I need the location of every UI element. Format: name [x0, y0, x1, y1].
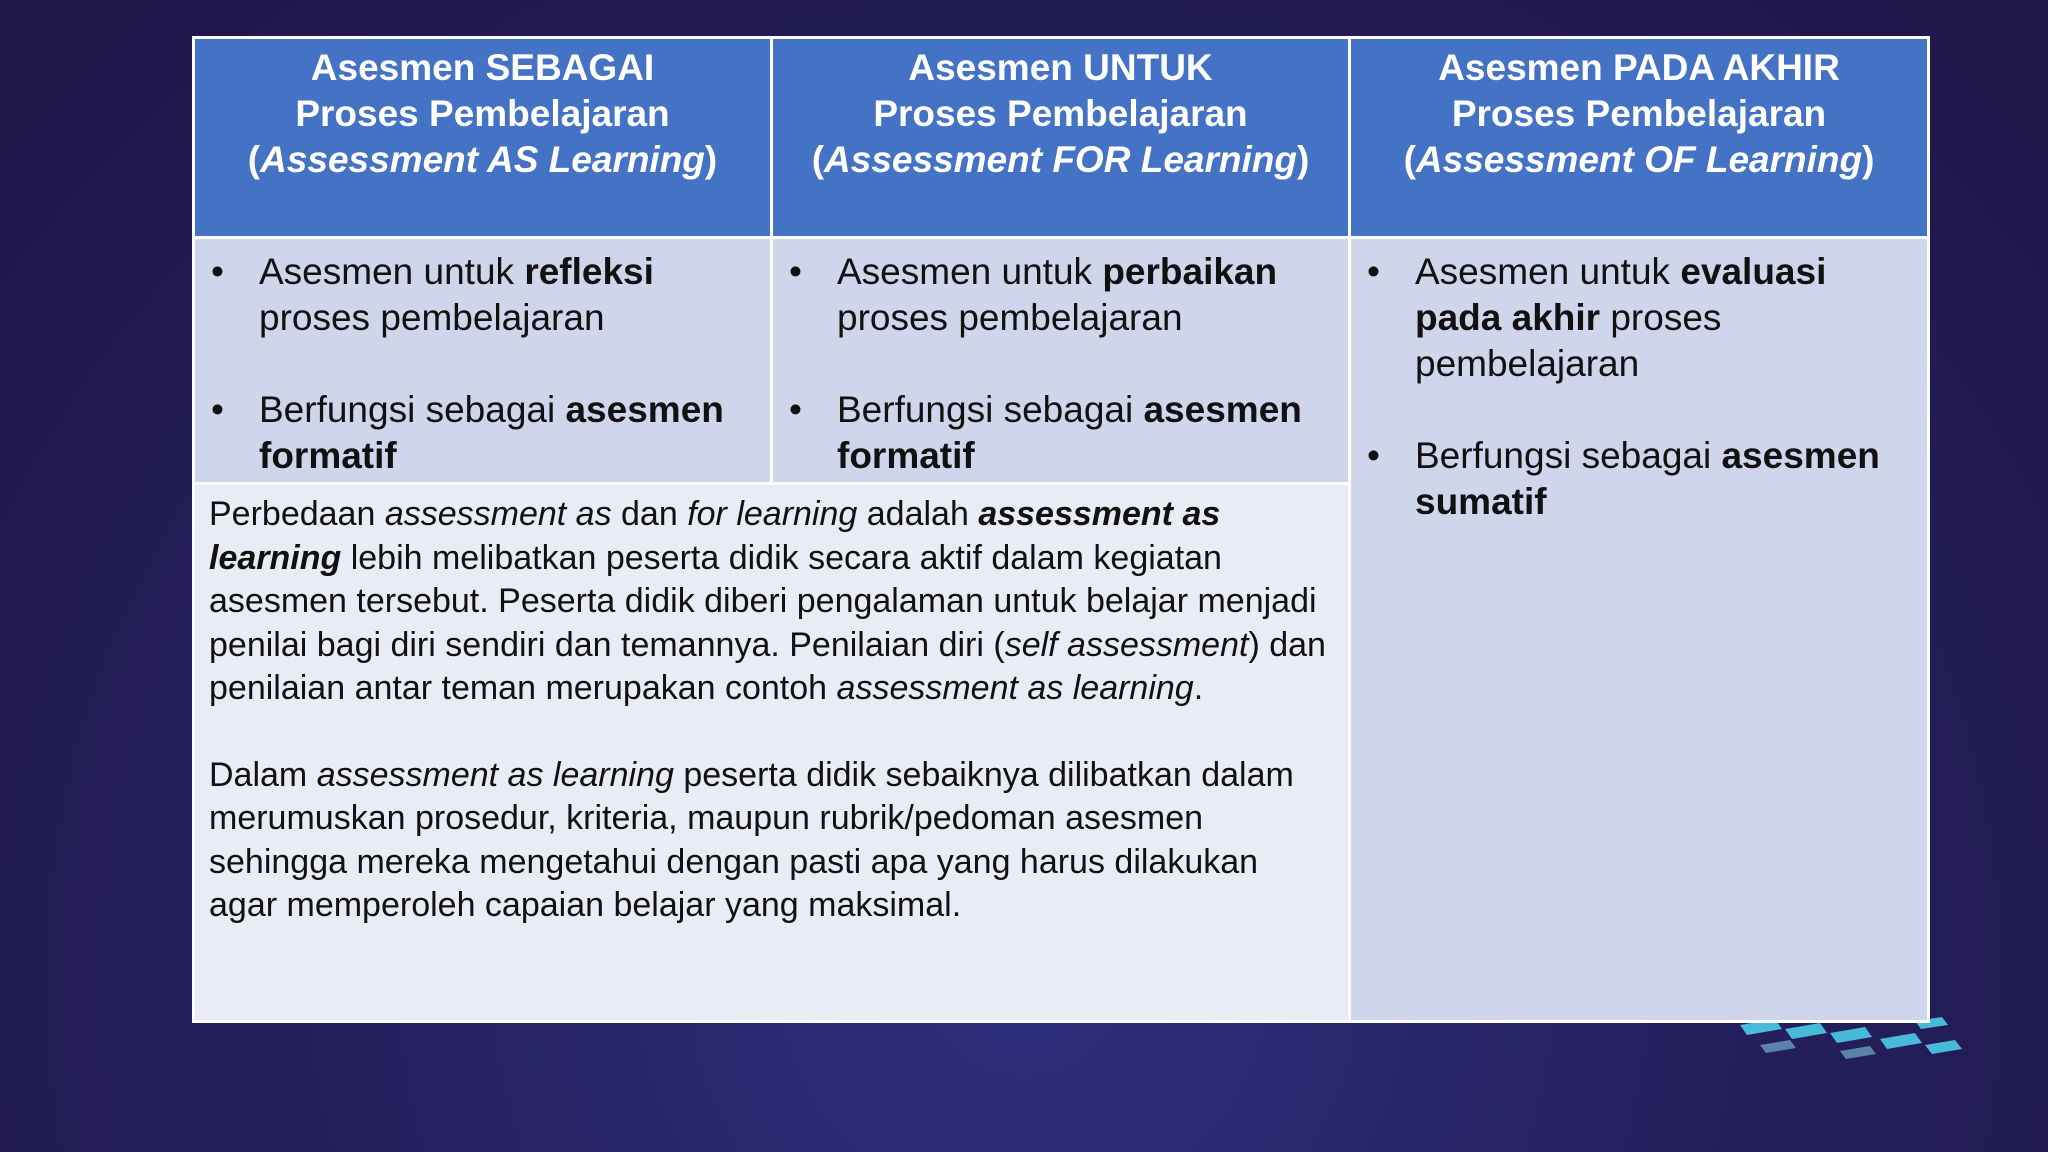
assessment-comparison-table [192, 36, 1930, 1023]
as-learning-bullets-cell [194, 238, 772, 484]
explanation-paragraph-2 [209, 754, 1334, 928]
paragraph-text: ) dan penilaian antar teman merupakan contoh [209, 625, 1326, 707]
open-paren: ( [811, 139, 825, 180]
header-english-term: Assessment OF Learning [1415, 139, 1863, 180]
header-english-term: Assessment AS Learning [260, 139, 705, 180]
close-paren: ) [1296, 139, 1310, 180]
header-line-1: Asesmen SEBAGAI [310, 47, 655, 88]
bullet-row [194, 238, 1929, 484]
list-item [789, 387, 1332, 479]
bullet-keyword: perbaikan [1102, 251, 1278, 292]
bullet-text: Asesmen untuk [1415, 251, 1681, 292]
column-header-for-learning [772, 38, 1350, 238]
bullet-text: proses pembelajaran [259, 297, 605, 338]
paragraph-text: Perbedaan [209, 495, 385, 533]
close-paren: ) [704, 139, 718, 180]
paragraph-text: dan [611, 495, 688, 533]
list-item [789, 249, 1332, 341]
header-line-1: Asesmen UNTUK [908, 47, 1213, 88]
bullet-text: Berfungsi sebagai [259, 389, 566, 430]
bullet-keyword: asesmen sumatif [1415, 435, 1880, 522]
bullet-glyph: • [211, 389, 224, 430]
bullet-text: Asesmen untuk [837, 251, 1103, 292]
header-line-3 [1361, 137, 1917, 183]
bullet-text: Berfungsi sebagai [837, 389, 1144, 430]
header-row [194, 38, 1929, 238]
header-english-term: Assessment FOR Learning [824, 139, 1297, 180]
bullet-glyph: • [1367, 435, 1380, 476]
explanation-paragraph-1 [209, 493, 1334, 711]
bullet-text: proses pembelajaran [837, 297, 1183, 338]
bullet-text: proses pembelajaran [1415, 297, 1722, 384]
paragraph-text: lebih melibatkan peserta didik secara aktif dalam kegiatan asesmen tersebut. Peserta didik diberi pengalaman untuk belajar menjadi penilai bagi diri sendiri dan temannya. Penilaian diri ( [209, 538, 1317, 664]
list-item [211, 249, 754, 341]
header-line-2: Proses Pembelajaran [1451, 93, 1827, 134]
paragraph-italic: assessment as [384, 495, 612, 533]
bullet-text: Berfungsi sebagai [1415, 435, 1722, 476]
list-item [1367, 249, 1911, 387]
column-header-of-learning [1350, 38, 1929, 238]
paragraph-text: adalah [857, 495, 979, 533]
open-paren: ( [247, 139, 261, 180]
bullet-keyword: refleksi [524, 251, 654, 292]
bullet-keyword: asesmen formatif [837, 389, 1302, 476]
explanation-cell [194, 484, 1350, 1022]
list-item [211, 387, 754, 479]
bullet-glyph: • [1367, 251, 1380, 292]
for-learning-bullets-cell [772, 238, 1350, 484]
paragraph-italic: assessment as learning [316, 755, 674, 794]
paragraph-bold-italic: assessment as learning [209, 495, 1221, 577]
column-header-as-learning [194, 38, 772, 238]
bullet-glyph: • [211, 251, 224, 292]
paragraph-text: . [1193, 669, 1204, 707]
paragraph-text: Dalam [209, 755, 317, 794]
bullet-keyword: asesmen formatif [259, 389, 724, 476]
bullet-list [789, 249, 1332, 479]
bullet-text: Asesmen untuk [259, 251, 525, 292]
close-paren: ) [1862, 139, 1875, 180]
bullet-list [211, 249, 754, 479]
paragraph-text: peserta didik sebaiknya dilibatkan dalam merumuskan prosedur, kriteria, maupun rubrik/pedoman asesmen sehingga mereka mengetahui dengan pasti apa yang harus dilakukan agar memperoleh capaian belajar yang maksimal. [209, 755, 1294, 924]
open-paren: ( [1403, 139, 1416, 180]
list-item [1367, 433, 1911, 525]
header-line-3 [205, 137, 760, 183]
of-learning-bullets-cell [1350, 238, 1929, 1022]
bullet-list [1367, 249, 1911, 525]
header-line-2: Proses Pembelajaran [873, 93, 1248, 134]
bullet-keyword: evaluasi pada akhir [1415, 251, 1827, 338]
paragraph-italic: for learning [687, 495, 858, 533]
bullet-glyph: • [789, 389, 802, 430]
header-line-1: Asesmen PADA AKHIR [1438, 47, 1840, 88]
bullet-glyph: • [789, 251, 802, 292]
header-line-3 [783, 137, 1338, 183]
header-line-2: Proses Pembelajaran [295, 93, 670, 134]
paragraph-italic: self assessment [1004, 625, 1249, 664]
paragraph-italic: assessment as learning [836, 669, 1194, 707]
